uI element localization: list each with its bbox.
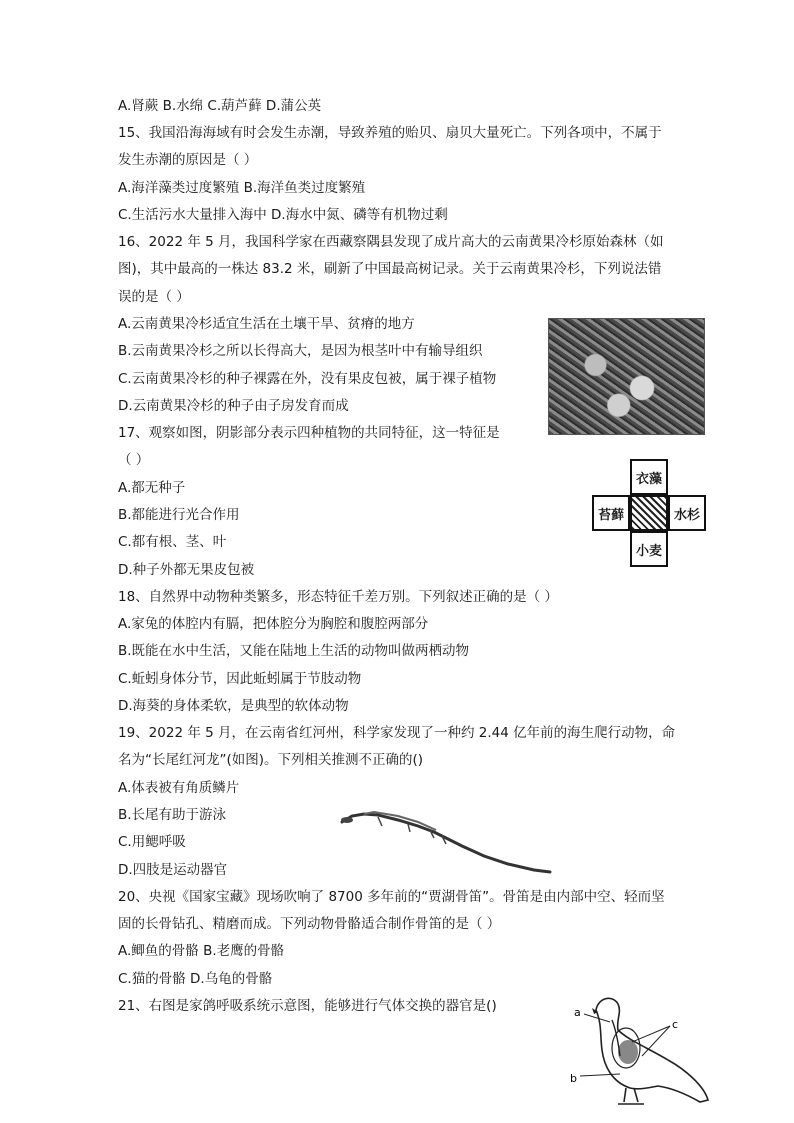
text-line: A.鲫鱼的骨骼 B.老鹰的骨骼 [118,943,285,959]
text-line: 名为“长尾红河龙”(如图)。下列相关推测不正确的() [118,752,424,768]
text-line: A.体表被有角质鳞片 [118,780,240,796]
cell-right: 水杉 [668,495,706,531]
text-line: 发生赤潮的原因是（ ） [118,152,258,168]
text-line: B.长尾有助于游泳 [118,807,227,823]
text-line: C.云南黄果冷杉的种子裸露在外，没有果皮包被，属于裸子植物 [118,371,497,387]
text-line: 15、我国沿海海域有时会发生赤潮，导致养殖的贻贝、扇贝大量死亡。下列各项中，不属于 [118,125,662,141]
text-line: C.都有根、茎、叶 [118,534,227,550]
text-line: B.既能在水中生活，又能在陆地上生活的动物叫做两栖动物 [118,643,470,659]
text-line: D.种子外都无果皮包被 [118,562,255,578]
text-line: D.海葵的身体柔软，是典型的软体动物 [118,698,349,714]
fir-cone-photo [548,318,705,435]
cell-left: 苔藓 [592,495,630,531]
cell-top: 衣藻 [630,459,668,495]
text-line: A.家兔的体腔内有膈，把体腔分为胸腔和腹腔两部分 [118,616,429,632]
text-line: C.猫的骨骼 D.乌龟的骨骼 [118,971,273,987]
text-line: 19、2022 年 5 月，在云南省红河州，科学家发现了一种约 2.44 亿年前的海生爬行动物，命 [118,725,676,741]
text-line: B.都能进行光合作用 [118,507,240,523]
text-line: （ ） [118,452,150,468]
text-line: A.云南黄果冷杉适宜生活在土壤干旱、贫瘠的地方 [118,316,415,332]
text-line: A.都无种子 [118,480,186,496]
text-line: C.生活污水大量排入海中 D.海水中氮、磷等有机物过剩 [118,207,448,223]
text-line: 16、2022 年 5 月，我国科学家在西藏察隅县发现了成片高大的云南黄果冷杉原始森林（如 [118,234,664,250]
shaded-common-cell [630,495,668,531]
text-line: 误的是（ ） [118,289,190,305]
label-c: c [672,1018,679,1031]
plant-feature-diagram [592,459,712,571]
text-line: 18、自然界中动物种类繁多，形态特征千差万别。下列叙述正确的是（ ） [118,589,558,605]
label-b: b [570,1072,577,1085]
pigeon-respiratory-diagram [568,990,718,1115]
text-line: 图)，其中最高的一株达 83.2 米，刷新了中国最高树记录。关于云南黄果冷杉，下列说法错 [118,261,662,277]
text-line: A.肾蕨 B.水绵 C.葫芦藓 D.蒲公英 [118,98,322,114]
text-line: 17、观察如图，阴影部分表示四种植物的共同特征，这一特征是 [118,425,500,441]
text-line: D.云南黄果冷杉的种子由子房发育而成 [118,398,349,414]
text-line: 20、央视《国家宝藏》现场吹响了 8700 多年前的“贾湖骨笛”。骨笛是由内部中空、轻而坚 [118,889,665,905]
label-a: a [574,1006,581,1019]
text-line: 固的长骨钻孔、精磨而成。下列动物骨骼适合制作骨笛的是（ ） [118,916,501,932]
text-line: C.蚯蚓身体分节，因此蚯蚓属于节肢动物 [118,671,362,687]
text-line: A.海洋藻类过度繁殖 B.海洋鱼类过度繁殖 [118,180,366,196]
text-line: D.四肢是运动器官 [118,862,228,878]
text-line: B.云南黄果冷杉之所以长得高大，是因为根茎叶中有输导组织 [118,343,483,359]
cell-bottom: 小麦 [630,531,668,567]
text-line: C.用鳃呼吸 [118,834,186,850]
text-line: 21、右图是家鸽呼吸系统示意图，能够进行气体交换的器官是() [118,998,497,1014]
reptile-fossil-illustration [338,800,554,880]
